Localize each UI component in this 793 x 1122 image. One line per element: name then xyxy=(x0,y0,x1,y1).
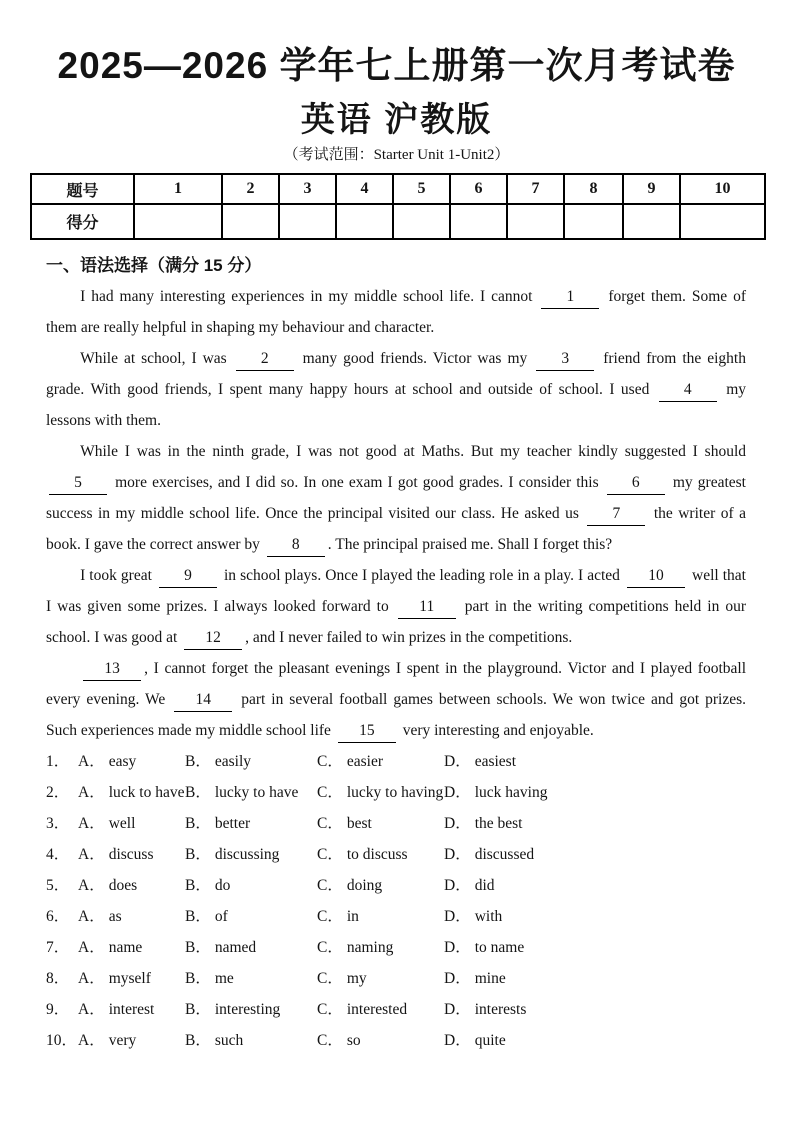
option-text: interesting xyxy=(214,1001,281,1018)
option-letter: A． xyxy=(78,1032,105,1049)
option-text: quite xyxy=(474,1032,506,1049)
option-letter: A． xyxy=(78,753,105,770)
question-number: 10． xyxy=(46,1032,78,1049)
cloze-blank-5: 5 xyxy=(49,472,107,495)
score-cell xyxy=(134,204,222,239)
score-cell xyxy=(393,204,450,239)
passage-paragraph: While at school, I was 2 many good friends. Victor was my 3 friend from the eighth grade. With good friends, I spent many happy hours at school and outside of school. I used 4 my lessons with them. xyxy=(46,350,746,429)
option-text: discuss xyxy=(108,846,154,863)
option-text: do xyxy=(214,877,231,894)
score-cell xyxy=(450,204,507,239)
option-letter: B． xyxy=(185,1032,211,1049)
option-letter: B． xyxy=(185,908,211,925)
option-text: very xyxy=(108,1032,137,1049)
option-cell xyxy=(78,839,185,870)
option-cell xyxy=(444,839,753,870)
option-text: easily xyxy=(214,753,251,770)
option-letter: C． xyxy=(317,1032,343,1049)
section1-heading: 一、语法选择（满分 15 分） xyxy=(46,256,262,275)
option-letter: A． xyxy=(78,846,105,863)
question-number-cell: 2 xyxy=(222,174,279,204)
option-letter: B． xyxy=(185,1001,211,1018)
passage-paragraph: I had many interesting experiences in my middle school life. I cannot 1 forget them. Some of them are really helpful in shaping my behaviour and character. xyxy=(46,288,746,336)
option-cell xyxy=(317,808,444,839)
option-letter: A． xyxy=(78,877,105,894)
option-cell xyxy=(78,1025,185,1056)
question-number: 3． xyxy=(46,815,70,832)
option-cell xyxy=(78,901,185,932)
question-row xyxy=(46,808,753,839)
score-table-row1-label: 题号 xyxy=(31,174,134,204)
option-cell xyxy=(317,870,444,901)
question-number-cell: 4 xyxy=(336,174,393,204)
cloze-blank-14: 14 xyxy=(174,689,232,712)
option-text: me xyxy=(214,970,234,987)
option-text: easiest xyxy=(474,753,517,770)
option-cell xyxy=(185,870,317,901)
option-letter: C． xyxy=(317,1001,343,1018)
option-cell xyxy=(317,777,444,808)
option-cell xyxy=(78,808,185,839)
option-text: interested xyxy=(346,1001,408,1018)
option-letter: C． xyxy=(317,908,343,925)
option-text: best xyxy=(346,815,372,832)
option-text: discussed xyxy=(474,846,535,863)
option-cell xyxy=(185,901,317,932)
exam-title-line2: 英语 沪教版 xyxy=(300,101,493,139)
option-letter: C． xyxy=(317,970,343,987)
question-number: 7． xyxy=(46,939,70,956)
cloze-blank-12: 12 xyxy=(184,627,242,650)
option-text: named xyxy=(214,939,257,956)
exam-title-line1: 2025—2026 学年七上册第一次月考试卷 xyxy=(57,45,736,86)
option-letter: C． xyxy=(317,815,343,832)
option-cell xyxy=(185,746,317,777)
option-cell xyxy=(317,994,444,1025)
option-letter: C． xyxy=(317,846,343,863)
option-text: such xyxy=(214,1032,244,1049)
option-text: so xyxy=(346,1032,361,1049)
option-cell xyxy=(317,746,444,777)
option-text: the best xyxy=(474,815,523,832)
option-text: easier xyxy=(346,753,383,770)
option-letter: D． xyxy=(444,970,471,987)
score-table-question-row xyxy=(31,174,765,204)
cloze-blank-7: 7 xyxy=(587,503,645,526)
score-table-score-row xyxy=(31,204,765,239)
option-text: in xyxy=(346,908,359,925)
score-cell xyxy=(507,204,564,239)
option-letter: C． xyxy=(317,939,343,956)
option-letter: B． xyxy=(185,846,211,863)
option-cell xyxy=(317,1025,444,1056)
exam-scope-note: （考试范围：Starter Unit 1-Unit2） xyxy=(283,147,510,163)
question-number: 8． xyxy=(46,970,70,987)
option-letter: A． xyxy=(78,908,105,925)
score-cell xyxy=(680,204,765,239)
option-letter: B． xyxy=(185,753,211,770)
option-cell xyxy=(444,963,753,994)
option-letter: C． xyxy=(317,753,343,770)
question-row xyxy=(46,1025,753,1056)
cloze-blank-10: 10 xyxy=(627,565,685,588)
question-number-cell: 1 xyxy=(134,174,222,204)
option-text: to name xyxy=(474,939,525,956)
option-letter: B． xyxy=(185,939,211,956)
option-text: did xyxy=(474,877,495,894)
score-cell xyxy=(564,204,623,239)
option-cell xyxy=(185,777,317,808)
score-cell xyxy=(279,204,336,239)
option-cell xyxy=(185,1025,317,1056)
option-letter: D． xyxy=(444,1001,471,1018)
option-text: mine xyxy=(474,970,506,987)
option-cell xyxy=(185,932,317,963)
question-row xyxy=(46,932,753,963)
question-number: 4． xyxy=(46,846,70,863)
option-letter: D． xyxy=(444,784,471,801)
score-table-row2-label: 得分 xyxy=(31,204,134,239)
cloze-blank-11: 11 xyxy=(398,596,456,619)
cloze-blank-3: 3 xyxy=(536,348,594,371)
option-cell xyxy=(444,994,753,1025)
option-letter: A． xyxy=(78,970,105,987)
option-letter: D． xyxy=(444,877,471,894)
option-cell xyxy=(444,777,753,808)
option-text: better xyxy=(214,815,251,832)
question-row xyxy=(46,994,753,1025)
option-cell xyxy=(78,963,185,994)
question-number: 5． xyxy=(46,877,70,894)
option-letter: D． xyxy=(444,846,471,863)
question-row xyxy=(46,839,753,870)
option-letter: D． xyxy=(444,1032,471,1049)
option-text: lucky to having xyxy=(346,784,444,801)
cloze-blank-8: 8 xyxy=(267,534,325,557)
option-cell xyxy=(444,808,753,839)
option-text: interest xyxy=(108,1001,155,1018)
question-number-cell: 3 xyxy=(279,174,336,204)
option-cell xyxy=(317,932,444,963)
exam-title-block xyxy=(0,44,793,140)
option-cell xyxy=(317,963,444,994)
cloze-blank-4: 4 xyxy=(659,379,717,402)
option-letter: B． xyxy=(185,970,211,987)
option-cell xyxy=(185,963,317,994)
option-text: with xyxy=(474,908,503,925)
option-letter: A． xyxy=(78,815,105,832)
option-text: lucky to have xyxy=(214,784,299,801)
option-text: well xyxy=(108,815,136,832)
option-letter: B． xyxy=(185,784,211,801)
option-letter: A． xyxy=(78,784,105,801)
option-cell xyxy=(444,901,753,932)
question-number-cell: 7 xyxy=(507,174,564,204)
option-text: to discuss xyxy=(346,846,408,863)
option-text: naming xyxy=(346,939,394,956)
question-row xyxy=(46,777,753,808)
option-text: luck having xyxy=(474,784,548,801)
option-text: luck to have xyxy=(108,784,185,801)
option-text: doing xyxy=(346,877,383,894)
option-cell xyxy=(78,777,185,808)
score-cell xyxy=(623,204,680,239)
question-number: 6． xyxy=(46,908,70,925)
option-cell xyxy=(444,746,753,777)
question-row xyxy=(46,963,753,994)
option-letter: D． xyxy=(444,908,471,925)
cloze-blank-6: 6 xyxy=(607,472,665,495)
cloze-passage xyxy=(46,281,746,746)
option-cell xyxy=(185,808,317,839)
option-cell xyxy=(185,839,317,870)
option-cell xyxy=(78,870,185,901)
question-number-cell: 5 xyxy=(393,174,450,204)
cloze-blank-1: 1 xyxy=(541,286,599,309)
cloze-blank-13: 13 xyxy=(83,658,141,681)
option-letter: B． xyxy=(185,877,211,894)
cloze-blank-15: 15 xyxy=(338,720,396,743)
option-cell xyxy=(185,994,317,1025)
option-cell xyxy=(317,901,444,932)
option-letter: C． xyxy=(317,784,343,801)
question-number: 2． xyxy=(46,784,70,801)
passage-paragraph: While I was in the ninth grade, I was not good at Maths. But my teacher kindly suggested I should 5 more exercises, and I did so. In one exam I got good grades. I consider this 6 my greatest success in my middle school life. Once the principal visited our class. He asked us 7 the writer of a book. I gave the correct answer by 8 . The principal praised me. Shall I forget this? xyxy=(46,436,746,560)
option-text: interests xyxy=(474,1001,527,1018)
question-number: 1． xyxy=(46,753,70,770)
question-number-cell: 9 xyxy=(623,174,680,204)
option-text: discussing xyxy=(214,846,280,863)
options-list xyxy=(46,746,753,1056)
passage-paragraph: 13 , I cannot forget the pleasant evenings I spent in the playground. Victor and I played football every evening. We 14 part in several football games between schools. We won twice and got prizes. Such experiences made my middle school life 15 very interesting and enjoyable. xyxy=(46,653,746,746)
cloze-blank-2: 2 xyxy=(236,348,294,371)
option-letter: D． xyxy=(444,939,471,956)
question-number-cell: 6 xyxy=(450,174,507,204)
option-text: as xyxy=(108,908,122,925)
option-cell xyxy=(444,870,753,901)
score-cell xyxy=(222,204,279,239)
question-number: 9． xyxy=(46,1001,70,1018)
question-row xyxy=(46,746,753,777)
option-text: of xyxy=(214,908,228,925)
question-row xyxy=(46,870,753,901)
option-letter: C． xyxy=(317,877,343,894)
question-number-cell: 8 xyxy=(564,174,623,204)
option-cell xyxy=(444,932,753,963)
option-letter: A． xyxy=(78,1001,105,1018)
option-text: my xyxy=(346,970,367,987)
option-cell xyxy=(444,1025,753,1056)
option-cell xyxy=(78,746,185,777)
option-text: easy xyxy=(108,753,137,770)
option-text: name xyxy=(108,939,143,956)
option-letter: A． xyxy=(78,939,105,956)
option-cell xyxy=(78,932,185,963)
cloze-blank-9: 9 xyxy=(159,565,217,588)
question-number-cell: 10 xyxy=(680,174,765,204)
score-table xyxy=(30,173,766,240)
option-text: myself xyxy=(108,970,151,987)
option-letter: D． xyxy=(444,815,471,832)
option-cell xyxy=(78,994,185,1025)
score-cell xyxy=(336,204,393,239)
option-text: does xyxy=(108,877,138,894)
passage-paragraph: I took great 9 in school plays. Once I played the leading role in a play. I acted 10 well that I was given some prizes. I always looked forward to 11 part in the writing competitions held in our school. I was good at 12 , and I never failed to win prizes in the competitions. xyxy=(46,560,746,653)
option-letter: D． xyxy=(444,753,471,770)
option-letter: B． xyxy=(185,815,211,832)
question-row xyxy=(46,901,753,932)
option-cell xyxy=(317,839,444,870)
